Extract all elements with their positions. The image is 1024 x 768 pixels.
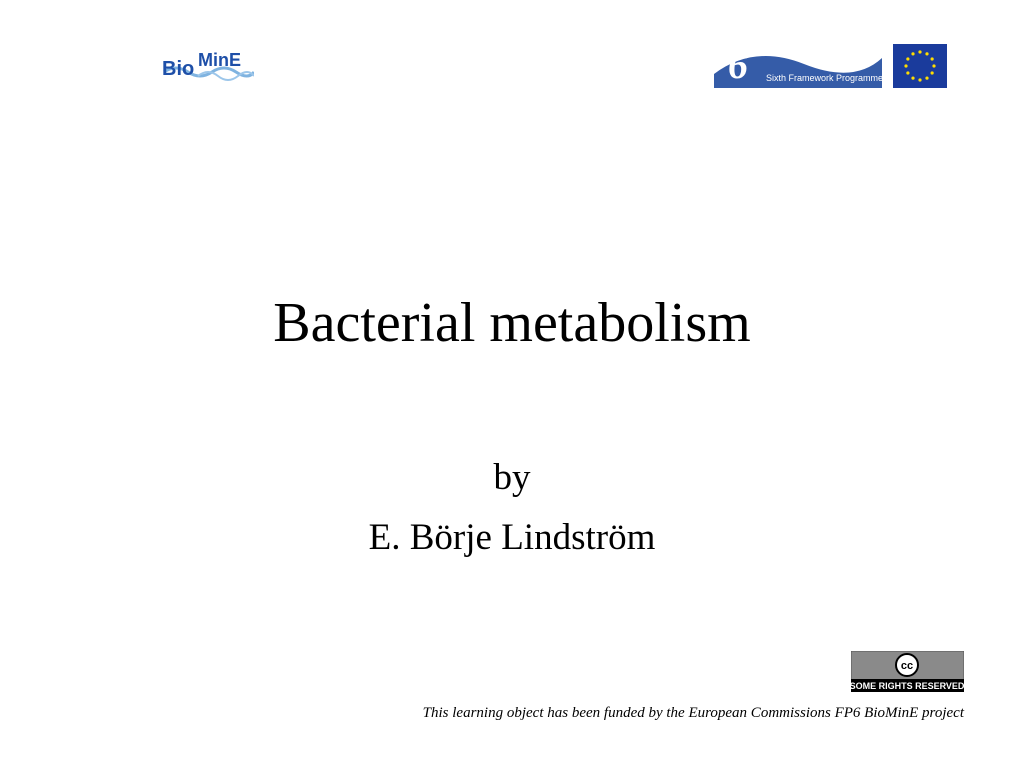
eu-star (911, 77, 914, 80)
eu-star (931, 71, 934, 74)
fp6-logo-text: Sixth Framework Programme (766, 73, 882, 83)
eu-star (918, 50, 921, 53)
biomine-logo-bio: Bio (162, 58, 195, 80)
eu-star (925, 77, 928, 80)
eu-star (911, 52, 914, 55)
author-name: E. Börje Lindström (368, 517, 656, 558)
cc-icon-symbol: cc (900, 660, 914, 672)
by-label: by (493, 457, 531, 498)
eu-star (904, 64, 907, 67)
fp6-logo (714, 44, 882, 88)
eu-star (906, 57, 909, 60)
eu-star (931, 57, 934, 60)
eu-star (925, 52, 928, 55)
eu-star (906, 71, 909, 74)
cc-license-badge[interactable] (851, 651, 964, 692)
eu-flag-icon (893, 44, 947, 88)
slide-title: Bacterial metabolism (273, 292, 751, 354)
biomine-logo-mine: MinE (198, 50, 241, 70)
eu-star (932, 64, 935, 67)
fp6-logo-numeral: 6 (728, 44, 748, 87)
eu-star (918, 78, 921, 81)
byline (0, 448, 1024, 568)
cc-badge-text: SOME RIGHTS RESERVED (851, 681, 964, 691)
biomine-logo (158, 42, 254, 86)
funding-footer: This learning object has been funded by the European Commissions FP6 BioMinE project (422, 705, 964, 721)
